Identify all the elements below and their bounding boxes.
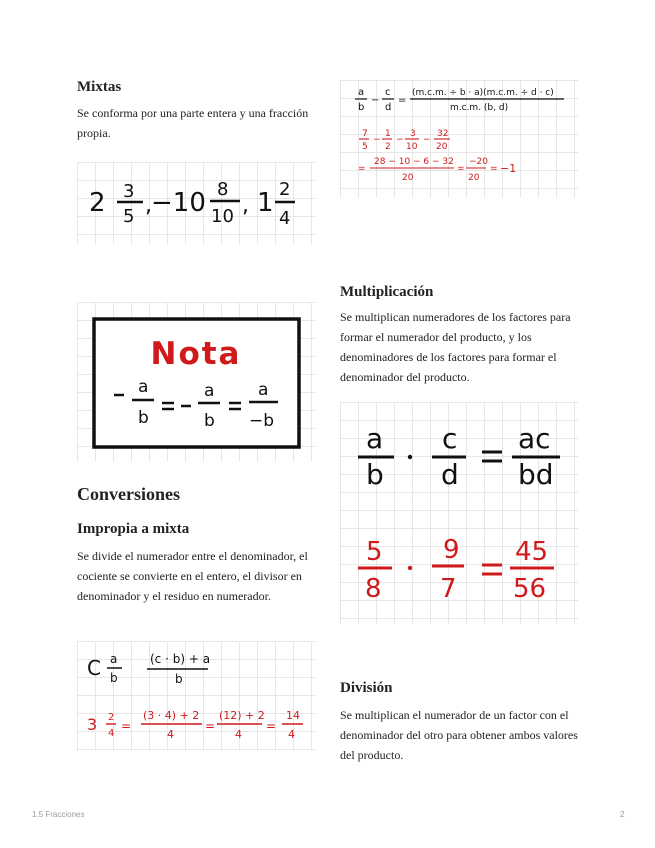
- multiplication-drawing: [340, 402, 578, 624]
- nota-drawing: [77, 302, 315, 462]
- nota-figure: [77, 302, 315, 462]
- sub-res-den: 20: [402, 173, 414, 183]
- svg-text:=: =: [121, 719, 132, 733]
- mult-ex-rd: 56: [513, 574, 547, 604]
- impropia-result-den: 4: [288, 728, 295, 741]
- impropia-a: a: [110, 652, 118, 666]
- impropia-step1-num: (3 · 4) + 2: [143, 709, 200, 722]
- svg-text:−: −: [371, 95, 380, 106]
- sub-res-num: 28 − 10 − 6 − 32: [374, 157, 454, 167]
- impropia-step1-den: 4: [167, 728, 174, 741]
- svg-text:−: −: [373, 135, 381, 145]
- impropia-drawing: [77, 641, 315, 751]
- mixed-3-den: 4: [279, 208, 291, 229]
- impropia-ex-den: 4: [108, 728, 115, 739]
- impropia-result-num: 14: [286, 709, 300, 722]
- sub-formula-den: m.c.m. (b, d): [450, 103, 509, 113]
- sub-res2-num: −20: [469, 157, 488, 167]
- mult-ex-n2: 9: [443, 535, 460, 565]
- sub-ex-4: 2: [385, 142, 391, 152]
- multiplicacion-heading: Multiplicación: [340, 284, 434, 300]
- division-body: Se multiplican el numerador de un factor con el denominador del otro para obtener ambos valores del producto.: [340, 708, 578, 762]
- svg-text:−: −: [423, 135, 431, 145]
- sub-d: d: [385, 102, 392, 113]
- svg-text:=: =: [205, 719, 216, 733]
- impropia-heading: Impropia a mixta: [77, 521, 190, 537]
- mult-d: d: [441, 458, 459, 491]
- sub-ex-8: 20: [436, 142, 448, 152]
- mult-ex-d2: 7: [440, 574, 457, 604]
- svg-text:=: =: [266, 719, 277, 733]
- subtraction-drawing: [340, 80, 578, 198]
- footer-page-number: 2: [620, 810, 625, 819]
- mult-ex-n1: 5: [366, 537, 383, 567]
- impropia-figure: [77, 641, 315, 751]
- nota-b1: b: [138, 408, 149, 428]
- impropia-formula-num: (c · b) + a: [150, 652, 211, 666]
- mult-ex-d1: 8: [365, 574, 382, 604]
- conversiones-heading: Conversiones: [77, 484, 180, 504]
- svg-text:,: ,: [242, 193, 249, 218]
- nota-title: Nota: [150, 336, 242, 372]
- sub-c: c: [385, 87, 391, 98]
- impropia-step2-den: 4: [235, 728, 242, 741]
- mixed-2-den: 10: [211, 206, 234, 227]
- impropia-ex-num: 2: [108, 712, 115, 723]
- footer-chapter: 1.5 Fracciones: [32, 810, 85, 819]
- impropia-body: Se divide el numerador entre el denominador, el cociente se convierte en el entero, el divisor en denominador y el residuo en numerador.: [77, 549, 308, 603]
- sub-formula-num: (m.c.m. ÷ b · a)(m.c.m. ÷ d · c): [412, 88, 554, 98]
- division-heading: División: [340, 680, 393, 696]
- mult-bd: bd: [518, 458, 554, 491]
- mult-dot: [408, 455, 412, 459]
- mixtas-body: Se conforma por una parte entera y una fracción propia.: [77, 106, 309, 140]
- sub-a: a: [358, 87, 365, 98]
- impropia-step2-num: (12) + 2: [219, 709, 265, 722]
- sub-ex-6: 10: [406, 142, 418, 152]
- svg-text:=: =: [398, 95, 407, 106]
- mult-ex-rn: 45: [515, 537, 549, 567]
- sub-ex-2: 5: [362, 142, 368, 152]
- multiplicacion-body: Se multiplican numeradores de los factores para formar el numerador del producto, y los denominadores de los factores para formar el denominador del producto.: [340, 310, 571, 384]
- sub-ex-3: 1: [385, 129, 391, 139]
- mult-a: a: [366, 422, 384, 455]
- nota-b2: b: [204, 411, 215, 431]
- mixed-fractions-drawing: [77, 162, 315, 244]
- multiplication-figure: [340, 402, 578, 624]
- mixed-1-whole: 2: [89, 188, 106, 218]
- svg-text:−: −: [396, 135, 404, 145]
- nota-a1: a: [138, 377, 149, 397]
- svg-text:,: ,: [145, 193, 152, 218]
- impropia-c: C: [87, 656, 101, 680]
- sub-res2-den: 20: [468, 173, 480, 183]
- nota-a3: a: [258, 380, 269, 400]
- mixed-2-num: 8: [217, 179, 229, 200]
- nota-neg-b: −b: [249, 411, 275, 431]
- svg-text:=: =: [358, 164, 366, 174]
- svg-text:=: =: [490, 164, 498, 174]
- impropia-b: b: [110, 671, 118, 685]
- sub-b: b: [358, 102, 365, 113]
- subtraction-figure: [340, 80, 578, 198]
- mixed-fractions-figure: [77, 162, 315, 244]
- sub-result: −1: [500, 162, 517, 175]
- impropia-ex-whole: 3: [87, 715, 98, 734]
- mixed-1-den: 5: [123, 206, 135, 227]
- mixed-1-num: 3: [123, 181, 135, 202]
- mixed-3-num: 2: [279, 179, 291, 200]
- mixtas-heading: Mixtas: [77, 79, 122, 95]
- sub-ex-7: 32: [437, 129, 449, 139]
- nota-a2: a: [204, 381, 215, 401]
- mult-ac: ac: [518, 422, 551, 455]
- mixed-2-whole: −10: [151, 188, 206, 218]
- svg-text:=: =: [457, 164, 465, 174]
- mult-c: c: [442, 422, 458, 455]
- mixed-3-whole: 1: [257, 188, 274, 218]
- sub-ex-1: 7: [362, 129, 368, 139]
- sub-ex-5: 3: [410, 129, 416, 139]
- mult-b: b: [366, 458, 384, 491]
- impropia-formula-den: b: [175, 672, 183, 686]
